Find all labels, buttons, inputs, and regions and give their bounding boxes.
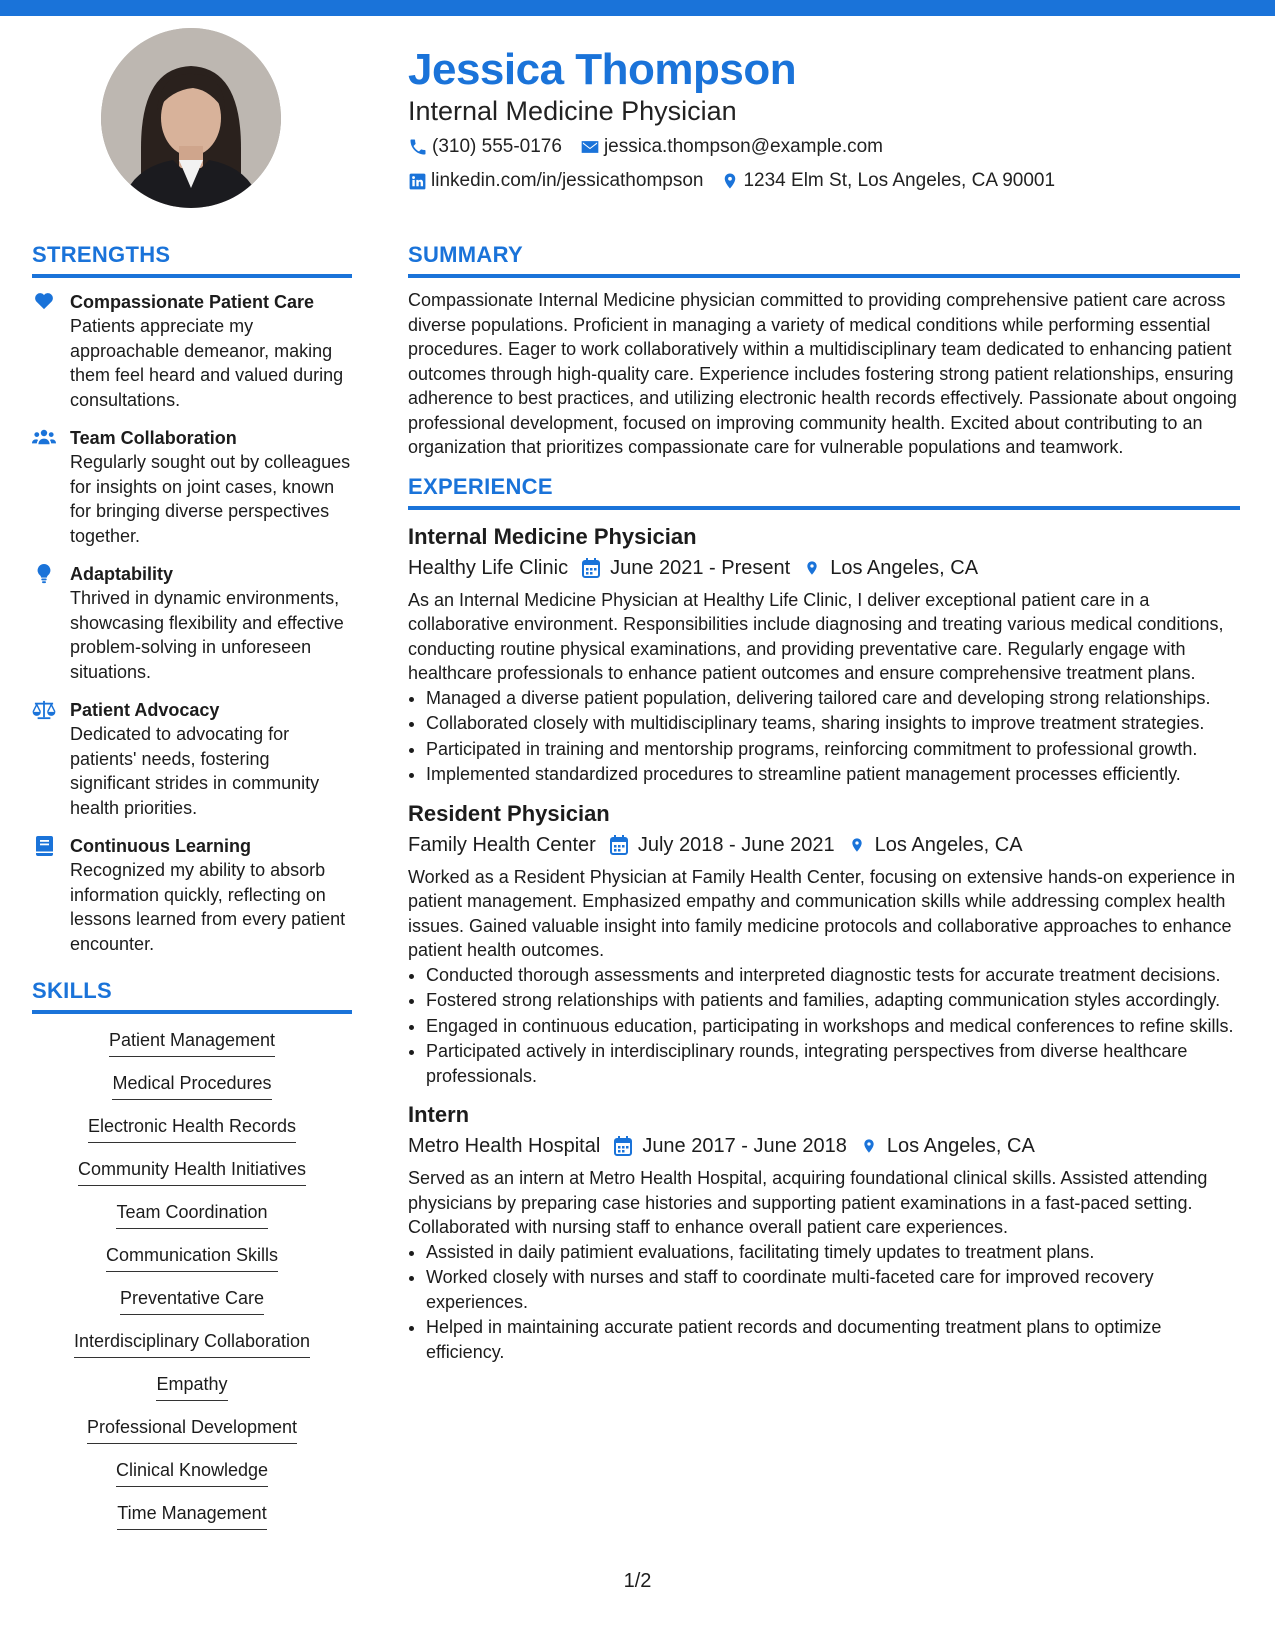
calendar-icon	[582, 558, 600, 578]
strength-item	[32, 698, 352, 820]
phone-icon	[408, 137, 428, 157]
job-dates-wrap	[582, 552, 790, 584]
skill-item: Medical Procedures	[112, 1071, 271, 1100]
job-company: Healthy Life Clinic	[408, 556, 569, 579]
job-company: Family Health Center	[408, 833, 596, 856]
job-dates-wrap	[614, 1130, 847, 1162]
strengths-heading: STRENGTHS	[32, 242, 352, 278]
linkedin-contact[interactable]	[408, 166, 703, 196]
right-column	[408, 242, 1240, 1376]
job-meta	[408, 829, 1240, 861]
job-location-wrap	[861, 1130, 1035, 1162]
job-bullet: • Implemented standardized procedures to streamline patient management processes efficiently.	[426, 762, 1240, 787]
email-icon	[580, 137, 600, 157]
location-pin-icon	[849, 835, 865, 855]
candidate-name: Jessica Thompson	[408, 45, 797, 94]
job-description: As an Internal Medicine Physician at Healthy Life Clinic, I deliver exceptional patient care in a collaborative environment. Responsibilities include diagnosing and treating various medical conditions, conducting routine physical examinations, and providing preventative care. Regularly engage with healthcare professionals to enhance patient outcomes and ensure comprehensive treatment plans.	[408, 589, 1224, 683]
book-icon	[36, 836, 53, 856]
strength-title: Adaptability	[70, 564, 174, 584]
skills-heading: SKILLS	[32, 978, 352, 1014]
page-number: 1/2	[623, 1570, 652, 1592]
location-pin-icon	[804, 558, 820, 578]
summary-text: Compassionate Internal Medicine physician committed to providing comprehensive patient care across diverse populations. Proficient in managing a variety of medical conditions while performing essential procedures. Eager to work collaboratively within a multidisciplinary team dedicated to enhancing patient outcomes through high-quality care. Experience includes fostering strong patient relationships, ensuring adherence to best practices, and utilizing electronic health records effectively. Passionate about ongoing professional development, focused on improving community health. Excited about contributing to an organization that prioritizes compassionate care for vulnerable populations and teamwork.	[408, 290, 1237, 457]
experience-heading: EXPERIENCE	[408, 474, 1240, 510]
job-title: Resident Physician	[408, 800, 610, 826]
strength-item	[32, 562, 352, 684]
linkedin-icon	[408, 172, 427, 191]
skill-item: Team Coordination	[116, 1200, 267, 1229]
strength-item	[32, 426, 352, 548]
job-location: Los Angeles, CA	[886, 1135, 1035, 1157]
email-contact[interactable]	[580, 132, 883, 162]
skill-item: Community Health Initiatives	[78, 1157, 306, 1186]
job-bullets	[408, 1240, 1240, 1365]
address-contact	[721, 166, 1055, 196]
scale-icon	[32, 700, 56, 720]
strength-item	[32, 290, 352, 412]
skill-item: Electronic Health Records	[88, 1114, 296, 1143]
heart-icon	[34, 292, 54, 310]
skill-item: Communication Skills	[106, 1243, 278, 1272]
job-dates: June 2017 - June 2018	[642, 1135, 847, 1157]
address-text: 1234 Elm St, Los Angeles, CA 90001	[743, 170, 1056, 191]
phone-text: (310) 555-0176	[432, 136, 562, 157]
email-text: jessica.thompson@example.com	[603, 136, 884, 157]
calendar-icon	[614, 1136, 632, 1156]
job-bullets	[408, 686, 1240, 787]
skill-item: Interdisciplinary Collaboration	[74, 1329, 310, 1358]
location-pin-icon	[861, 1136, 877, 1156]
job-bullet: • Participated actively in interdisciplinary rounds, integrating perspectives from diverse healthcare professionals.	[426, 1039, 1240, 1088]
job-bullet: • Assisted in daily patimient evaluations, facilitating timely updates to treatment plans.	[426, 1240, 1240, 1265]
skill-item: Time Management	[117, 1501, 266, 1530]
skill-item: Patient Management	[109, 1028, 275, 1057]
strength-item	[32, 834, 352, 956]
skill-item: Preventative Care	[120, 1286, 264, 1315]
job-entry	[408, 1100, 1240, 1364]
job-location: Los Angeles, CA	[874, 833, 1023, 856]
job-meta	[408, 552, 1240, 584]
job-location-wrap	[849, 829, 1023, 861]
left-column	[32, 242, 352, 1544]
strength-desc: Recognized my ability to absorb information quickly, reflecting on lessons learned from every patient encounter.	[70, 860, 346, 954]
strength-title: Patient Advocacy	[70, 700, 220, 720]
candidate-role: Internal Medicine Physician	[408, 96, 737, 126]
skill-item: Empathy	[156, 1372, 227, 1401]
job-company: Metro Health Hospital	[408, 1135, 601, 1157]
job-meta	[408, 1130, 1240, 1162]
job-bullet: • Fostered strong relationships with patients and families, adapting communication styles accordingly.	[426, 988, 1240, 1013]
job-entry	[408, 522, 1240, 787]
skills-section	[32, 978, 352, 1544]
skill-list	[32, 1026, 352, 1544]
strength-desc: Regularly sought out by colleagues for insights on joint cases, known for bringing diverse perspectives together.	[70, 452, 351, 546]
summary-heading: SUMMARY	[408, 242, 1240, 278]
skill-item: Professional Development	[87, 1415, 297, 1444]
job-title: Intern	[408, 1102, 470, 1127]
job-bullet: • Collaborated closely with multidisciplinary teams, sharing insights to improve treatment strategies.	[426, 711, 1240, 736]
job-bullet: • Helped in maintaining accurate patient records and documenting treatment plans to optimize efficiency.	[426, 1315, 1240, 1364]
job-location: Los Angeles, CA	[830, 556, 979, 579]
job-dates-wrap	[610, 829, 835, 861]
strength-desc: Patients appreciate my approachable demeanor, making them feel heard and valued during consultations.	[70, 316, 344, 410]
job-description: Served as an intern at Metro Health Hospital, acquiring foundational clinical skills. Assisted attending physicians by preparing case histories and supporting patient examinations in a fast-paced setting. Collaborated with nursing staff to enhance overall patient care experiences.	[408, 1168, 1208, 1237]
phone-contact	[408, 132, 562, 162]
job-dates: July 2018 - June 2021	[637, 833, 835, 856]
profile-photo	[101, 28, 281, 208]
job-bullet: • Participated in training and mentorship programs, reinforcing commitment to professional growth.	[426, 737, 1240, 762]
strength-title: Compassionate Patient Care	[70, 292, 315, 312]
job-bullet: • Engaged in continuous education, participating in workshops and medical conferences to refine skills.	[426, 1014, 1240, 1039]
strength-title: Team Collaboration	[70, 428, 237, 448]
job-title: Internal Medicine Physician	[408, 523, 697, 549]
resume-header	[408, 40, 1238, 196]
top-accent-bar	[0, 0, 1275, 16]
strength-desc: Thrived in dynamic environments, showcasing flexibility and effective problem-solving in unforeseen situations.	[70, 588, 344, 682]
linkedin-text: linkedin.com/in/jessicathompson	[431, 170, 704, 191]
calendar-icon	[610, 835, 628, 855]
job-bullet: • Conducted thorough assessments and interpreted diagnostic tests for accurate treatment decisions.	[426, 963, 1240, 988]
strength-title: Continuous Learning	[70, 836, 251, 856]
contact-row-1	[408, 132, 1238, 162]
job-bullets	[408, 963, 1240, 1089]
job-description: Worked as a Resident Physician at Family Health Center, focusing on extensive hands-on experience in patient management. Emphasized empathy and communication skills while addressing complex health issues. Gained valuable insight into family medicine protocols and collaborative approaches to enhance patient health outcomes.	[408, 866, 1236, 960]
job-bullet: • Worked closely with nurses and staff to coordinate multi-faceted care for improved recovery experiences.	[426, 1265, 1240, 1314]
job-entry	[408, 799, 1240, 1089]
lightbulb-icon	[36, 564, 52, 584]
location-pin-icon	[721, 171, 739, 191]
strength-desc: Dedicated to advocating for patients' needs, fostering significant strides in community health priorities.	[70, 724, 320, 818]
job-bullet: • Managed a diverse patient population, delivering tailored care and developing strong relationships.	[426, 686, 1240, 711]
users-icon	[32, 428, 56, 446]
contact-row-2	[408, 166, 1238, 196]
job-dates: June 2021 - Present	[610, 556, 791, 579]
skill-item: Clinical Knowledge	[116, 1458, 268, 1487]
job-location-wrap	[804, 552, 978, 584]
